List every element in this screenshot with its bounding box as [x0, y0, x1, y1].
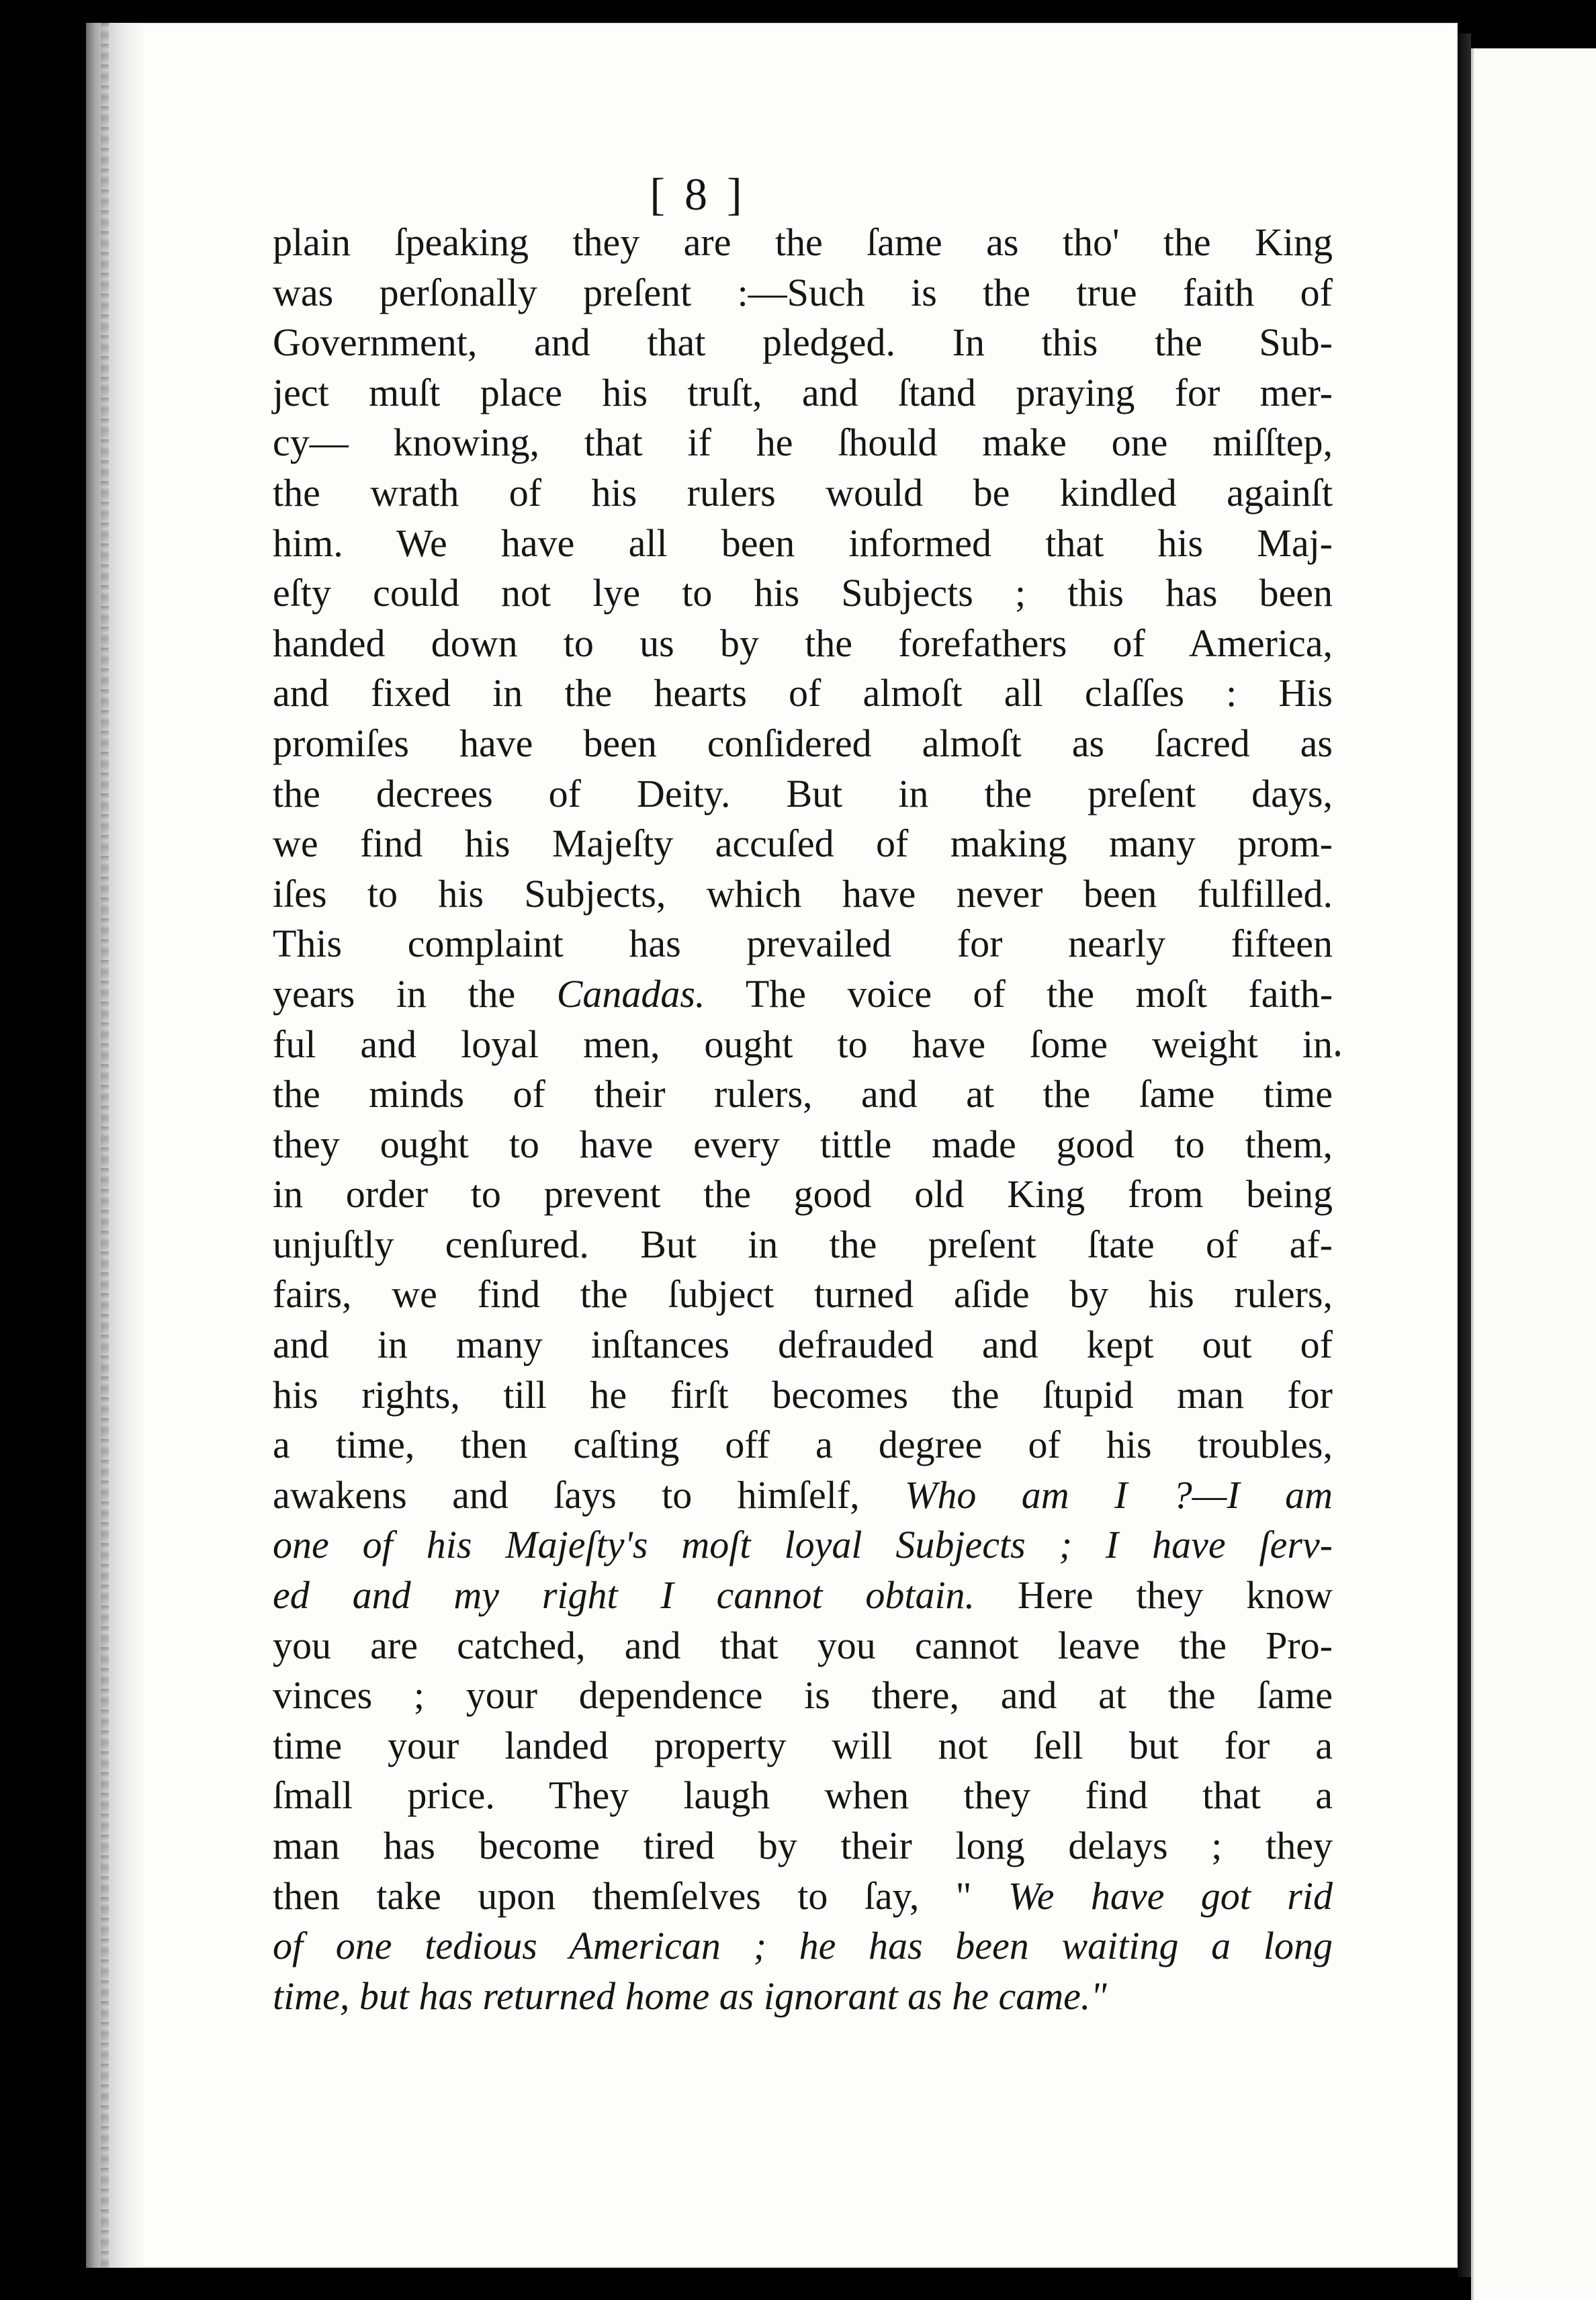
text-line: man has become tired by their long delays ; they — [273, 1824, 1333, 1867]
text-line: Government, and that pledged. In this the Sub- — [273, 320, 1333, 365]
text-line: ſmall price. They laugh when they find that a — [273, 1773, 1333, 1818]
gutter-texture — [101, 23, 109, 2268]
text-line — [273, 969, 1333, 1020]
text-line: of one tedious American ; he has been waiting a long — [273, 1924, 1333, 1968]
facing-page-edge — [1471, 48, 1596, 2300]
text-line: they ought to have every tittle made good to them, — [273, 1122, 1333, 1166]
text-run-italic: Canadas. — [556, 971, 705, 1016]
body-text — [273, 218, 1333, 2021]
text-line: fairs, we find the ſubject turned aſide by his rulers, — [273, 1272, 1333, 1317]
text-line: promiſes have been conſidered almoſt as ſacred as — [273, 721, 1333, 765]
text-line: him. We have all been informed that his Maj- — [273, 521, 1333, 565]
text-line: we find his Majeſty accuſed of making many prom- — [273, 822, 1333, 866]
text-line: a time, then caſting off a degree of his troubles, — [273, 1423, 1333, 1467]
binding-gutter — [86, 23, 146, 2268]
text-line: cy— knowing, that if he ſhould make one miſſtep, — [273, 421, 1333, 465]
text-line: the minds of their rulers, and at the ſame time — [273, 1072, 1333, 1116]
text-line: one of his Majeſty's moſt loyal Subjects ; I have ſerv- — [273, 1523, 1333, 1567]
text-line: iſes to his Subjects, which have never been fulfilled. — [273, 871, 1333, 916]
text-run-italic: We have got rid — [1008, 1873, 1333, 1918]
book-page — [86, 23, 1458, 2268]
text-run-roman: The voice of the moſt faith- — [705, 971, 1333, 1016]
text-line: plain ſpeaking they are the ſame as tho' the King — [273, 220, 1333, 264]
ink-speck — [1335, 1051, 1340, 1057]
text-line: This complaint has prevailed for nearly fifteen — [273, 922, 1333, 966]
text-run-italic: ed and my right I cannot obtain. — [273, 1573, 975, 1618]
text-line: vinces ; your dependence is there, and at the ſame — [273, 1673, 1333, 1718]
text-run-italic: Who am I ?—I am — [905, 1472, 1333, 1517]
text-line — [273, 1470, 1333, 1521]
text-line: his rights, till he firſt becomes the ſtupid man for — [273, 1372, 1333, 1417]
text-line: handed down to us by the forefathers of America, — [273, 621, 1333, 665]
text-line: time your landed property will not ſell but for a — [273, 1723, 1333, 1767]
text-run-roman: awakens and ſays to himſelf, — [273, 1472, 905, 1517]
text-line: was perſonally preſent :—Such is the true faith of — [273, 270, 1333, 314]
text-line: eſty could not lye to his Subjects ; this has been — [273, 571, 1333, 615]
page-number: [ 8 ] — [650, 169, 746, 220]
text-line: you are catched, and that you cannot leave the Pro- — [273, 1623, 1333, 1667]
text-line: the wrath of his rulers would be kindled againſt — [273, 470, 1333, 515]
text-run-roman: then take upon themſelves to ſay, " — [273, 1873, 1008, 1918]
page-edge-shadow — [1458, 34, 1471, 2277]
text-line: the decrees of Deity. But in the preſent days, — [273, 771, 1333, 815]
text-line: in order to prevent the good old King from being — [273, 1172, 1333, 1217]
text-run-roman: Here they know — [975, 1573, 1333, 1618]
text-line: ful and loyal men, ought to have ſome weight in — [273, 1022, 1333, 1066]
text-line: and fixed in the hearts of almoſt all claſſes : His — [273, 671, 1333, 715]
text-line: time, but has returned home as ignorant as he came." — [273, 1974, 1107, 2018]
text-line: and in many inſtances defrauded and kept out of — [273, 1323, 1333, 1367]
text-line — [273, 1871, 1333, 1922]
text-line — [273, 1571, 1333, 1621]
text-line: ject muſt place his truſt, and ſtand praying for mer- — [273, 370, 1333, 414]
text-run-roman: years in the — [273, 971, 557, 1016]
text-line: unjuſtly cenſured. But in the preſent ſtate of af- — [273, 1222, 1333, 1266]
